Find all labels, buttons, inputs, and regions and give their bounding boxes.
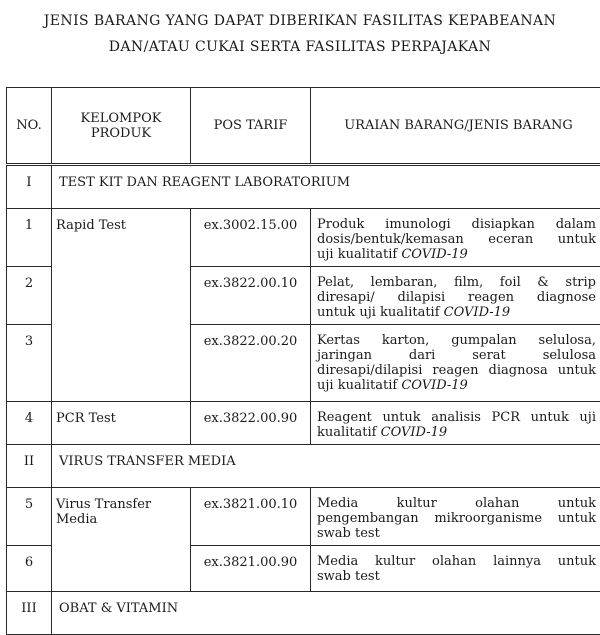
product-group: Rapid Test — [52, 209, 191, 402]
covid-term: COVID-19 — [401, 378, 468, 393]
table-row — [7, 209, 600, 267]
tariff-code: ex.3822.00.90 — [191, 402, 311, 445]
table-row — [7, 402, 600, 445]
item-description — [311, 325, 600, 402]
row-number: 4 — [7, 402, 52, 445]
row-number: 1 — [7, 209, 52, 267]
table-row — [7, 488, 600, 546]
table-header-row — [7, 88, 600, 165]
description-line: Media kultur olahan lainnya untuk — [317, 554, 596, 569]
description-line: Kertas karton, gumpalan selulosa, — [317, 333, 596, 348]
row-number: 2 — [7, 267, 52, 325]
item-description — [311, 546, 600, 592]
description-line: Produk imunologi disiapkan dalam — [317, 217, 596, 232]
item-description — [311, 488, 600, 546]
description-line — [317, 378, 596, 393]
description-line — [317, 305, 596, 320]
product-group-line-2: Media — [56, 512, 97, 527]
section-row — [7, 165, 600, 209]
covid-term: COVID-19 — [381, 425, 448, 440]
section-title: TEST KIT DAN REAGENT LABORATORIUM — [52, 165, 600, 209]
description-line: diresapi/dilapisi reagen diagnosa untuk — [317, 363, 596, 378]
document-title-line-1: JENIS BARANG YANG DAPAT DIBERIKAN FASILITAS KEPABEANAN — [0, 14, 600, 28]
goods-table — [6, 87, 600, 635]
section-title: OBAT & VITAMIN — [52, 592, 600, 635]
description-line — [317, 247, 596, 262]
description-line: swab test — [317, 526, 596, 541]
header-product-group-line-2: PRODUK — [91, 126, 151, 141]
header-no: NO. — [7, 88, 52, 165]
product-group — [52, 488, 191, 592]
covid-term: COVID-19 — [401, 247, 468, 262]
product-group-line-1: Virus Transfer — [56, 497, 151, 512]
item-description — [311, 402, 600, 445]
description-text: kualitatif — [317, 425, 376, 440]
item-description — [311, 209, 600, 267]
section-title: VIRUS TRANSFER MEDIA — [52, 445, 600, 488]
description-line: dosis/bentuk/kemasan eceran untuk — [317, 232, 596, 247]
item-description — [311, 267, 600, 325]
section-row — [7, 445, 600, 488]
description-line: jaringan dari serat selulosa — [317, 348, 596, 363]
description-line: swab test — [317, 569, 596, 584]
description-line: pengembangan mikroorganisme untuk — [317, 511, 596, 526]
section-number: II — [7, 445, 52, 488]
header-description: URAIAN BARANG/JENIS BARANG — [311, 88, 600, 165]
row-number: 3 — [7, 325, 52, 402]
row-number: 5 — [7, 488, 52, 546]
tariff-code: ex.3821.00.90 — [191, 546, 311, 592]
description-text: uji kualitatif — [317, 247, 397, 262]
description-line: diresapi/ dilapisi reagen diagnose — [317, 290, 596, 305]
header-tariff: POS TARIF — [191, 88, 311, 165]
section-row — [7, 592, 600, 635]
header-product-group — [52, 88, 191, 165]
row-number: 6 — [7, 546, 52, 592]
tariff-code: ex.3822.00.10 — [191, 267, 311, 325]
description-text: uji kualitatif — [317, 378, 397, 393]
tariff-code: ex.3822.00.20 — [191, 325, 311, 402]
description-line — [317, 425, 596, 440]
description-line: Reagent untuk analisis PCR untuk uji — [317, 410, 596, 425]
description-text: untuk uji kualitatif — [317, 305, 440, 320]
product-group: PCR Test — [52, 402, 191, 445]
document-title-line-2: DAN/ATAU CUKAI SERTA FASILITAS PERPAJAKAN — [0, 40, 600, 54]
section-number: I — [7, 165, 52, 209]
tariff-code: ex.3002.15.00 — [191, 209, 311, 267]
tariff-code: ex.3821.00.10 — [191, 488, 311, 546]
section-number: III — [7, 592, 52, 635]
description-line: Media kultur olahan untuk — [317, 496, 596, 511]
header-product-group-line-1: KELOMPOK — [81, 111, 162, 126]
description-line: Pelat, lembaran, film, foil & strip — [317, 275, 596, 290]
covid-term: COVID-19 — [444, 305, 511, 320]
